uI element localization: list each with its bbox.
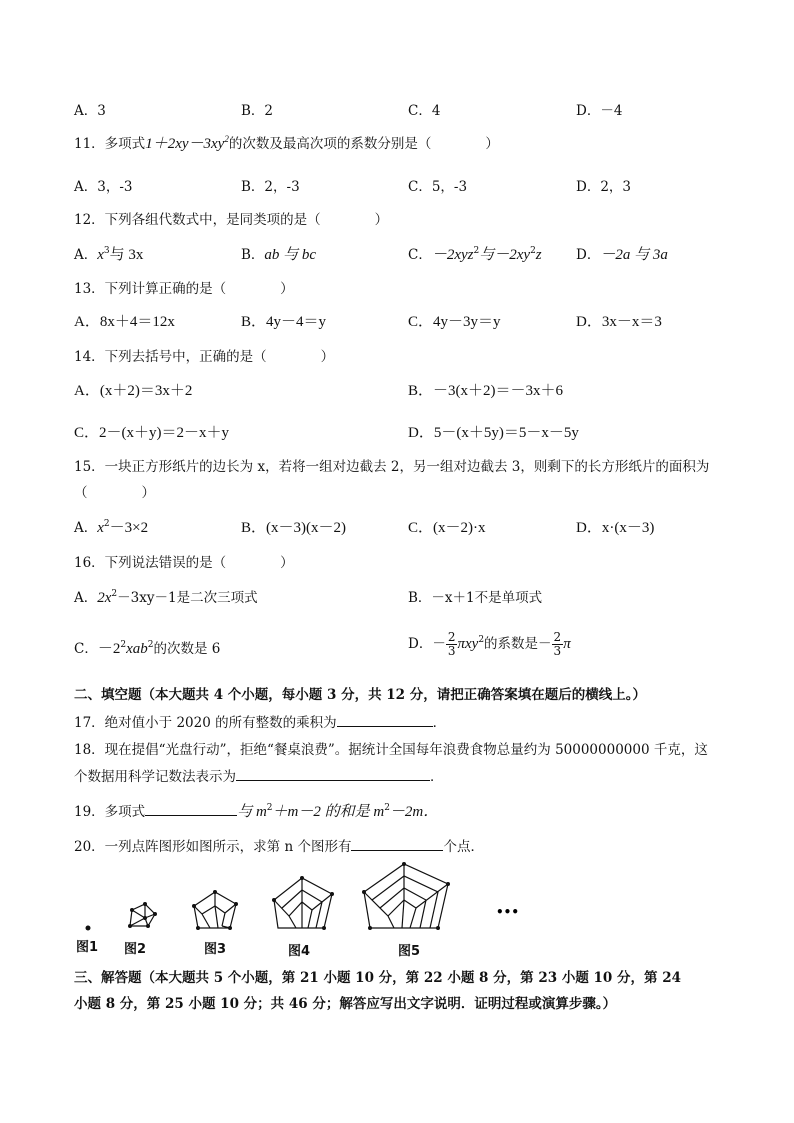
q12-option-b: B．ab 与 bc [241, 247, 317, 263]
q20: 20．一列点阵图形如图所示，求第 n 个图形有 个点． [74, 836, 484, 857]
q11-suffix: 的次数及最高次项的系数分别是（ ） [228, 136, 499, 152]
figure-ellipsis: ••• [496, 905, 520, 919]
q15-stem-line2: （ ） [74, 485, 155, 501]
q15-option-a: A．$x^2-3\times 2$ [74, 519, 149, 536]
q15-option-c: C．(x－2)·x [408, 520, 486, 536]
q13-stem: 13．下列计算正确的是（ ） [74, 281, 294, 297]
q18-line2: 个数据用科学记数法表示为 ． [74, 766, 444, 787]
figure-1-dot [86, 926, 91, 931]
figure-label-4: 图4 [288, 944, 311, 959]
figure-label-5: 图5 [398, 944, 421, 959]
q14-option-c: C．2－(x＋y)＝2－x＋y [74, 425, 229, 441]
figure-label-1: 图1 [76, 940, 99, 955]
q14-option-d: D．5－(x＋5y)＝5－x－5y [408, 425, 579, 441]
q10-option-d: D．－4 [576, 103, 623, 119]
q10-option-a: A．3 [74, 103, 106, 119]
q13-option-a: A．8x＋4＝12x [74, 314, 175, 330]
q14-stem: 14．下列去括号中，正确的是（ ） [74, 349, 335, 365]
q12-option-a: A．$x^3$与 3x [74, 246, 144, 263]
q12-stem: 12．下列各组代数式中，是同类项的是（ ） [74, 212, 389, 228]
figure-5-shape [364, 864, 448, 928]
q17-answer-blank[interactable] [337, 712, 433, 727]
figure-label-2: 图2 [124, 942, 147, 957]
q11-expr: $1+2xy-3xy^2$ [145, 134, 229, 152]
q15-option-d: D．x·(x－3) [576, 520, 655, 536]
q13-option-c: C．4y－3y＝y [408, 314, 501, 330]
section2-title: 二、填空题（本大题共 4 个小题，每小题 3 分，共 12 分，请把正确答案填在题后的横线上。） [74, 687, 647, 703]
q19-answer-blank[interactable] [145, 801, 237, 816]
q15-stem-line1: 15．一块正方形纸片的边长为 x，若将一组对边截去 2，另一组对边截去 3，则剩下的长方形纸片的面积为 [74, 459, 710, 475]
q16-stem: 16．下列说法错误的是（ ） [74, 555, 294, 571]
q10-option-b: B．2 [241, 103, 274, 119]
q11-option-c: C．5，-3 [408, 179, 468, 195]
q19: 19．多项式 与 $m^2+m-2$ 的和是 $m^2-2m$． [74, 803, 439, 820]
q20-answer-blank[interactable] [351, 836, 443, 851]
q12-option-c: C．－2xyz$^2$与$-2xy^2z$ [408, 246, 542, 263]
q16-option-d: D．－ $\frac{2}{3}$ πxy$^2$的系数是－ $\frac{2}{3}$ π [408, 630, 571, 658]
q11-option-a: A．3，-3 [74, 179, 133, 195]
figure-label-3: 图3 [204, 942, 227, 957]
q11-stem [74, 134, 499, 154]
q13-option-d: D．3x－x＝3 [576, 314, 662, 330]
q14-option-b: B．－3(x＋2)＝－3x＋6 [408, 383, 563, 399]
q11-prefix: 11．多项式 [74, 136, 146, 152]
q10-option-c: C．4 [408, 103, 441, 119]
q15-option-b: B．(x－3)(x－2) [241, 520, 346, 536]
q11-option-d: D．2，3 [576, 179, 632, 195]
q18-line1: 18．现在提倡“光盘行动”，拒绝“餐桌浪费”。据统计全国每年浪费食物总量约为 50000000000 千克，这 [74, 742, 708, 758]
figure-3-shape [194, 892, 236, 928]
q16-option-a: A．$2x^2-3xy-1$是二次三项式 [74, 589, 258, 606]
q16-option-b: B．－x＋1不是单项式 [408, 590, 543, 606]
section3-title-line1: 三、解答题（本大题共 5 个小题，第 21 小题 10 分，第 22 小题 8 分，第 23 小题 10 分，第 24 [74, 970, 682, 986]
q17: 17．绝对值小于 2020 的所有整数的乘积为 ． [74, 712, 446, 733]
q14-option-a: A．(x＋2)＝3x＋2 [74, 383, 193, 399]
q13-option-b: B．4y－4＝y [241, 314, 327, 330]
q16-option-c: C．$-2^2xab^2$的次数是 6 [74, 640, 221, 657]
figure-2-shape [130, 904, 155, 926]
q12-option-d: D．－2a 与 3a [576, 247, 668, 263]
figure-4-shape [274, 878, 332, 928]
q18-answer-blank[interactable] [236, 766, 430, 781]
q11-option-b: B．2，-3 [241, 179, 300, 195]
section3-title-line2: 小题 8 分，第 25 小题 10 分；共 46 分；解答应写出文字说明．证明过程或演算步骤。） [74, 996, 617, 1012]
